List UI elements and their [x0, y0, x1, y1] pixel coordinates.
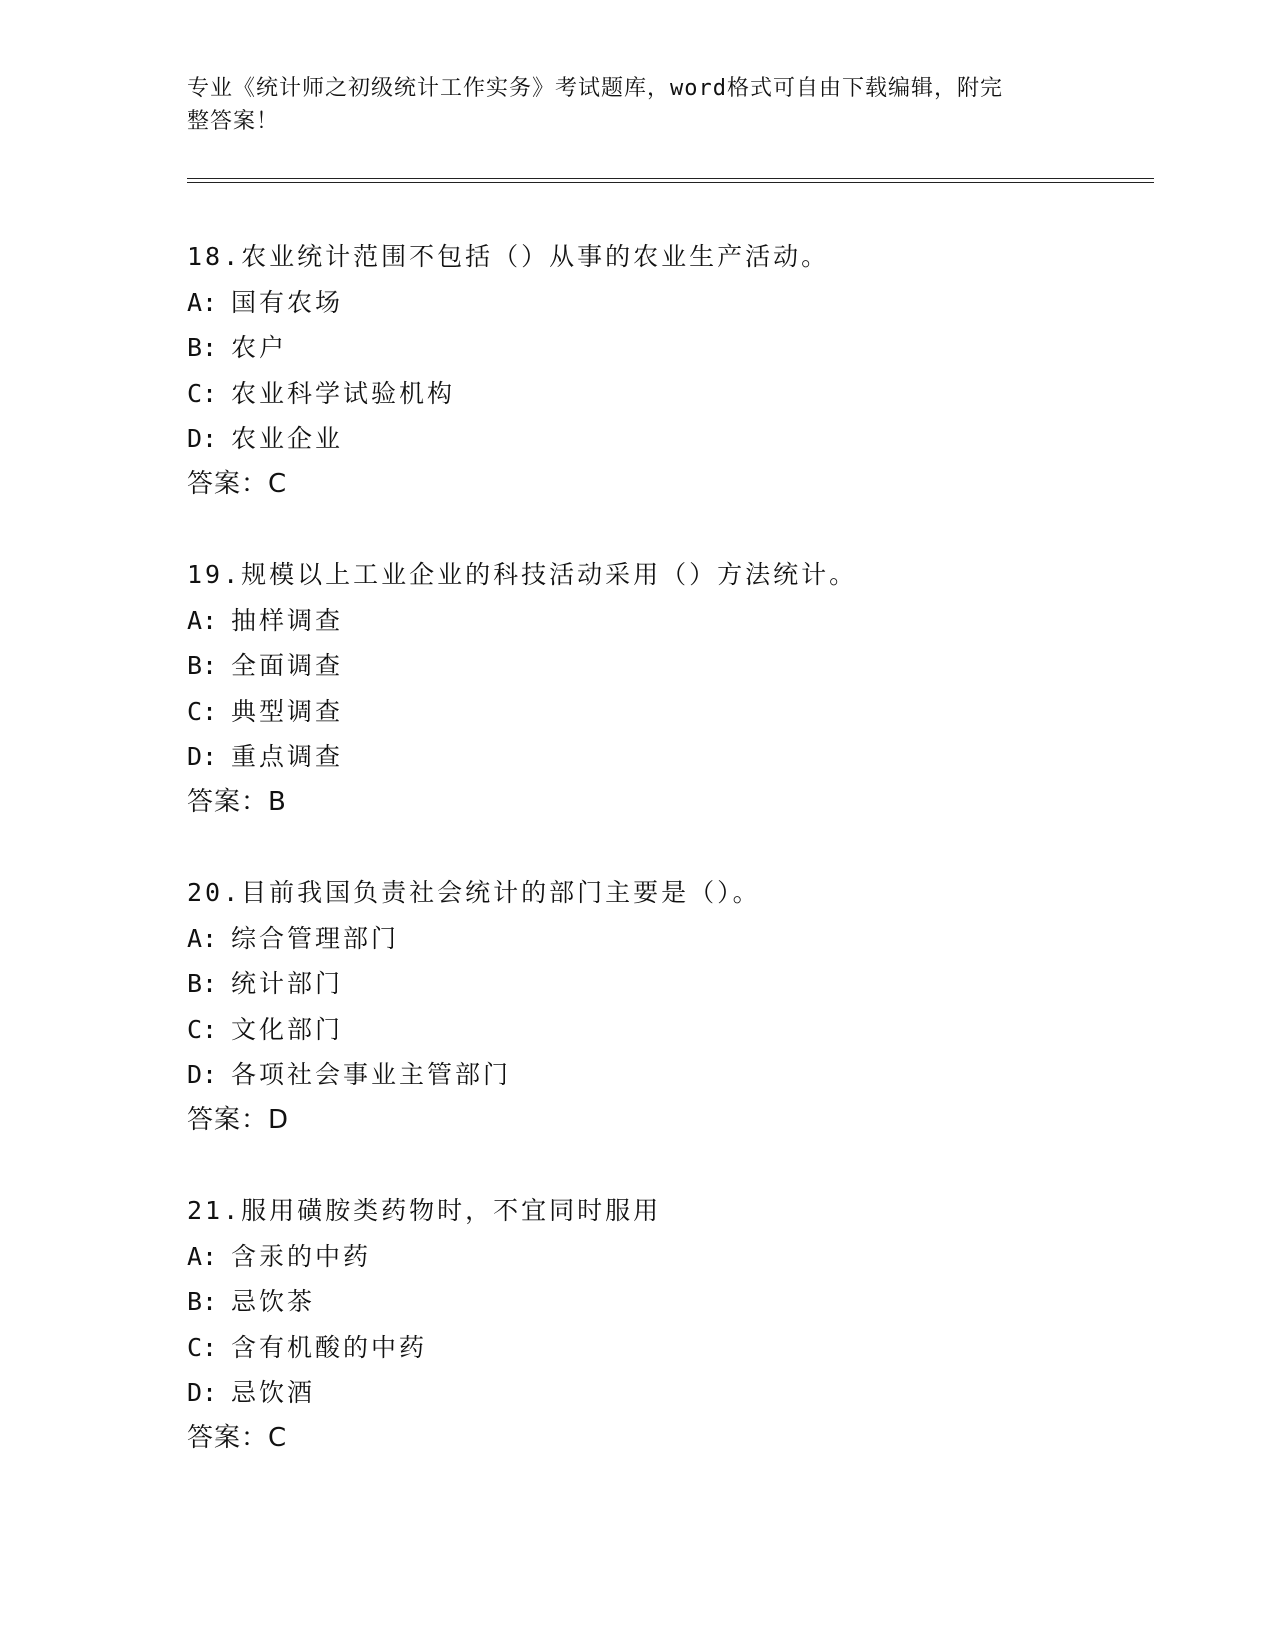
option-text: 农户 — [231, 333, 288, 362]
option-label: C: — [187, 378, 218, 408]
option-label: A: — [187, 923, 218, 953]
option-text: 忌饮茶 — [231, 1287, 316, 1316]
option-text: 典型调查 — [231, 696, 344, 726]
option-label: A: — [187, 1241, 218, 1271]
option-c — [187, 1007, 1147, 1053]
option-text: 忌饮酒 — [231, 1378, 316, 1407]
option-b — [187, 643, 1147, 689]
answer-line: 答案：C — [187, 468, 288, 499]
header-line-1: 专业《统计师之初级统计工作实务》考试题库，word格式可自由下载编辑，附完 — [187, 76, 1003, 101]
option-a — [187, 598, 1147, 644]
option-text: 文化部门 — [231, 1014, 344, 1044]
option-c — [187, 371, 1147, 417]
answer-line: 答案：B — [187, 786, 287, 817]
option-label: D: — [187, 1378, 218, 1407]
option-label: D: — [187, 424, 218, 453]
option-d — [187, 1370, 1147, 1416]
option-text: 含汞的中药 — [231, 1241, 372, 1271]
option-label: D: — [187, 742, 218, 771]
answer-line: 答案：D — [187, 1104, 290, 1135]
option-b — [187, 961, 1147, 1007]
option-a — [187, 916, 1147, 962]
option-label: A: — [187, 287, 218, 317]
option-label: A: — [187, 605, 218, 635]
option-label: B: — [187, 969, 218, 998]
option-a — [187, 280, 1147, 326]
question-18 — [187, 234, 1147, 552]
question-20 — [187, 870, 1147, 1188]
question-stem: 20.目前我国负责社会统计的部门主要是（）。 — [187, 878, 761, 907]
option-text: 农业企业 — [231, 424, 344, 453]
option-text: 重点调查 — [231, 742, 344, 771]
option-label: B: — [187, 1287, 218, 1316]
option-label: D: — [187, 1060, 218, 1089]
option-c — [187, 689, 1147, 735]
question-stem: 18.农业统计范围不包括（）从事的农业生产活动。 — [187, 242, 830, 271]
option-label: C: — [187, 1332, 218, 1362]
option-text: 统计部门 — [231, 969, 344, 998]
option-label: C: — [187, 1014, 218, 1044]
option-text: 含有机酸的中药 — [231, 1332, 428, 1362]
option-label: B: — [187, 333, 218, 362]
option-text: 各项社会事业主管部门 — [231, 1060, 512, 1089]
header-double-rule — [187, 178, 1154, 183]
question-stem: 19.规模以上工业企业的科技活动采用（）方法统计。 — [187, 560, 858, 589]
question-list — [187, 234, 1147, 1506]
option-b — [187, 1279, 1147, 1325]
question-19 — [187, 552, 1147, 870]
option-d — [187, 734, 1147, 780]
option-text: 农业科学试验机构 — [231, 378, 456, 408]
answer-line: 答案：C — [187, 1422, 288, 1453]
option-d — [187, 1052, 1147, 1098]
option-text: 国有农场 — [231, 287, 344, 317]
option-label: C: — [187, 696, 218, 726]
document-header — [187, 72, 1067, 138]
header-line-2: 整答案！ — [187, 109, 280, 134]
option-text: 综合管理部门 — [231, 923, 400, 953]
question-stem: 21.服用磺胺类药物时，不宜同时服用 — [187, 1196, 662, 1225]
option-label: B: — [187, 651, 218, 680]
option-text: 抽样调查 — [231, 605, 344, 635]
option-text: 全面调查 — [231, 651, 344, 680]
question-21 — [187, 1188, 1147, 1506]
option-b — [187, 325, 1147, 371]
option-c — [187, 1325, 1147, 1371]
option-a — [187, 1234, 1147, 1280]
option-d — [187, 416, 1147, 462]
